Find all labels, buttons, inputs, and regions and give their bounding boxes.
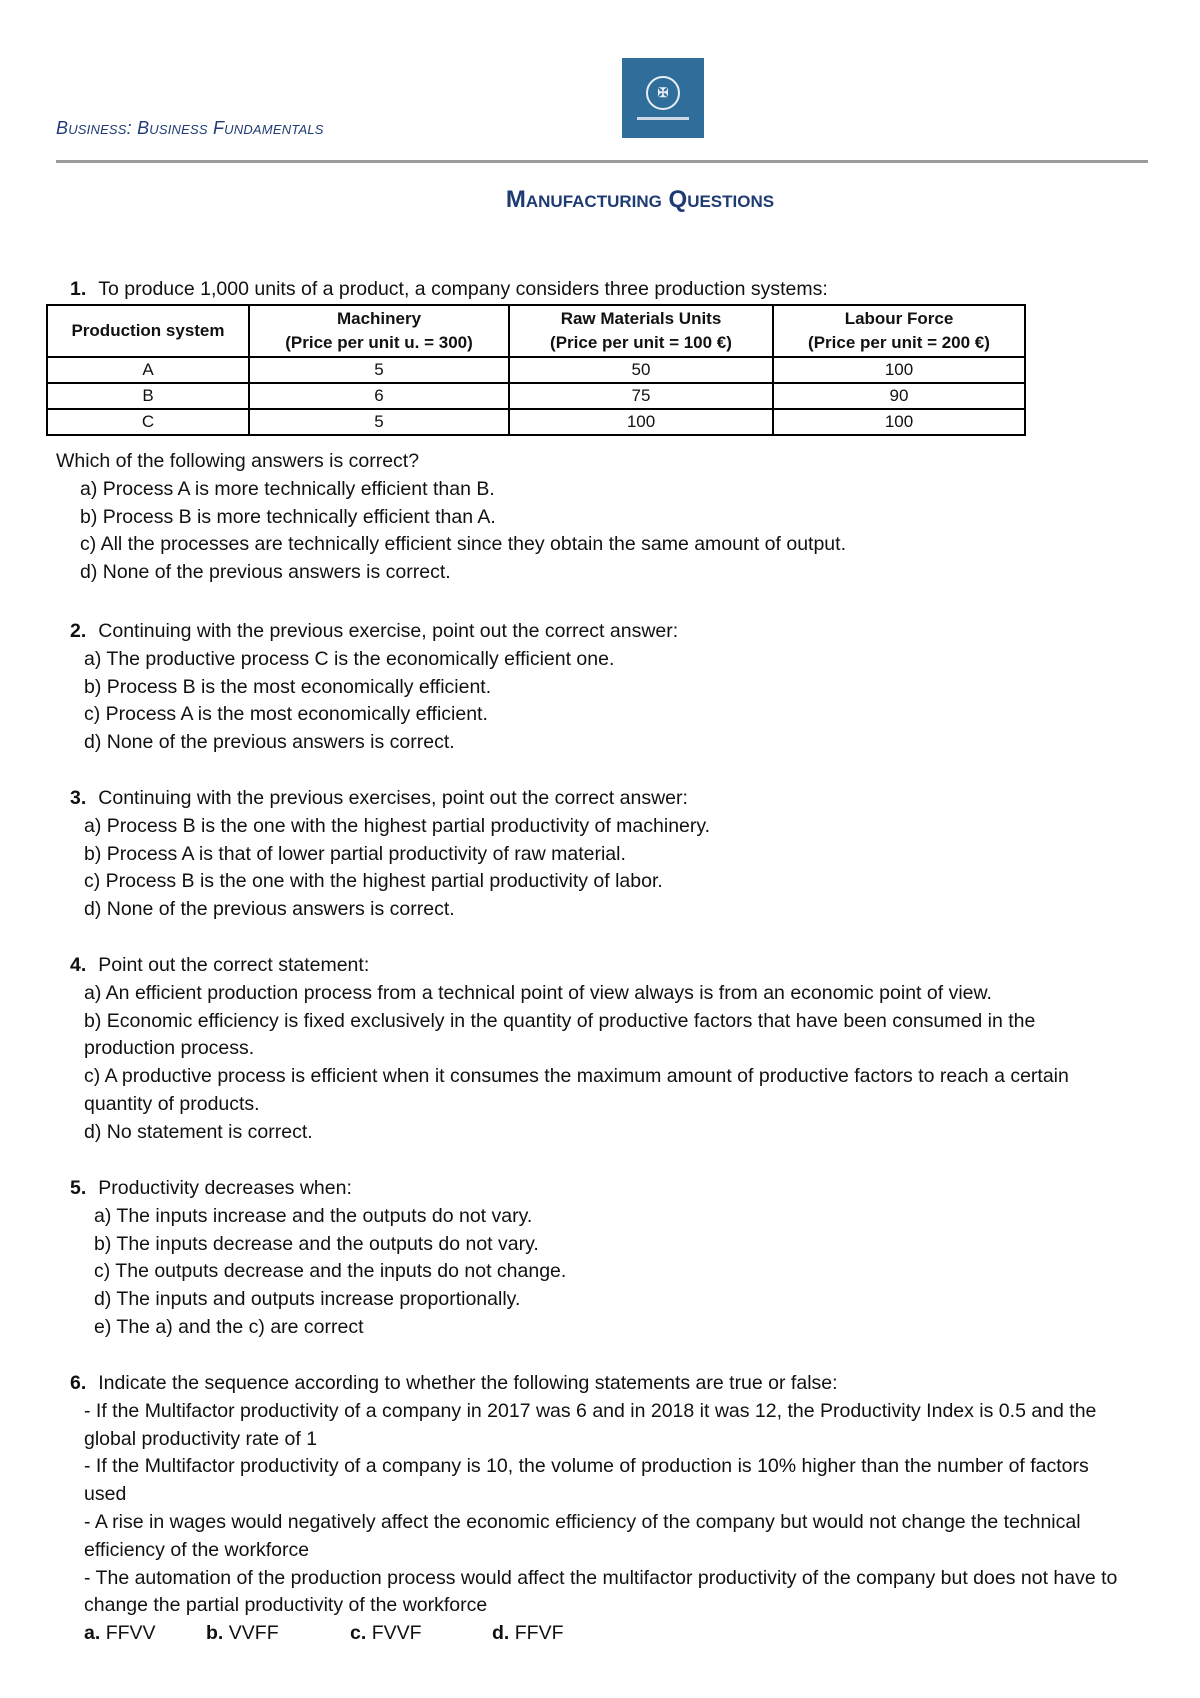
answer-option: a. FFVV [84, 1622, 156, 1645]
question-5 [70, 1175, 1130, 1342]
answer-option: a) The productive process C is the economically efficient one. [84, 647, 615, 670]
production-table [46, 304, 1026, 436]
table-cell: 50 [509, 357, 773, 383]
table-row [47, 383, 1025, 409]
table-header-cell: Production system [47, 305, 249, 357]
answer-option: a) The inputs increase and the outputs do not vary. [94, 1204, 533, 1227]
answer-option: c) All the processes are technically efficient since they obtain the same amount of output. [80, 533, 846, 556]
statement-item: - If the Multifactor productivity of a company in 2017 was 6 and in 2018 it was 12, the Productivity Index is 0.5 and the global productivity rate of 1 [84, 1399, 1097, 1450]
question-text: Continuing with the previous exercise, point out the correct answer: [98, 620, 679, 642]
question-6 [70, 1370, 1130, 1648]
table-cell: 75 [509, 383, 773, 409]
answer-choices [70, 1620, 1130, 1648]
question-text: Continuing with the previous exercises, point out the correct answer: [98, 787, 688, 809]
question-number: 2. [70, 620, 87, 642]
answer-option: d) No statement is correct. [84, 1120, 313, 1143]
answer-option: c) Process A is the most economically efficient. [84, 703, 488, 726]
question-text: To produce 1,000 units of a product, a company considers three production systems: [98, 278, 828, 300]
answer-option: c) Process B is the one with the highest partial productivity of labor. [84, 870, 663, 893]
answer-option: a) Process A is more technically efficient than B. [80, 477, 495, 500]
question-2 [70, 618, 1130, 757]
question-prompt: Which of the following answers is correct? [56, 450, 420, 472]
table-row [47, 409, 1025, 435]
answer-option: b) Process B is the most economically efficient. [84, 675, 492, 698]
table-header-cell: Labour Force (Price per unit = 200 €) [773, 305, 1025, 357]
answer-option: b) Process A is that of lower partial productivity of raw material. [84, 842, 626, 865]
table-cell: 5 [249, 357, 509, 383]
answer-option: b) Process B is more technically efficient than A. [80, 505, 496, 528]
statement-item: - A rise in wages would negatively affect the economic efficiency of the company but would not change the technical efficiency of the workforce [84, 1510, 1081, 1561]
question-1 [70, 276, 1130, 304]
answer-option: b) Economic efficiency is fixed exclusively in the quantity of productive factors that have been consumed in the production process. [84, 1009, 1036, 1060]
question-number: 4. [70, 954, 87, 976]
answer-option: b) The inputs decrease and the outputs do not vary. [94, 1232, 539, 1255]
question-number: 1. [70, 278, 87, 300]
table-cell: 5 [249, 409, 509, 435]
answer-option: d) None of the previous answers is correct. [80, 561, 451, 584]
answer-option: b. VVFF [206, 1622, 279, 1645]
university-seal-icon: ✠ [646, 76, 680, 110]
question-number: 3. [70, 787, 87, 809]
table-cell: 100 [509, 409, 773, 435]
table-cell: 6 [249, 383, 509, 409]
statement-item: - The automation of the production process would affect the multifactor productivity of the company but does not have to change the partial productivity of the workforce [84, 1566, 1118, 1617]
table-cell: 90 [773, 383, 1025, 409]
answer-option: d) None of the previous answers is correct. [84, 898, 455, 921]
question-1-body [56, 448, 1116, 587]
table-cell: 100 [773, 357, 1025, 383]
question-text: Productivity decreases when: [98, 1177, 352, 1199]
answer-option: c. FVVF [350, 1622, 422, 1645]
logo-wordmark-bar [637, 117, 689, 120]
answer-option: d. FFVF [492, 1622, 564, 1645]
answer-option: c) A productive process is efficient when it consumes the maximum amount of productive factors to reach a certain quantity of products. [84, 1065, 1069, 1115]
question-3 [70, 785, 1130, 924]
table-cell: 100 [773, 409, 1025, 435]
course-header: Business: Business Fundamentals [56, 118, 324, 138]
answer-option: a) Process B is the one with the highest partial productivity of machinery. [84, 814, 711, 837]
statement-item: - If the Multifactor productivity of a company is 10, the volume of production is 10% higher than the number of factors used [84, 1455, 1089, 1506]
table-cell: A [47, 357, 249, 383]
header-divider [56, 160, 1148, 163]
table-cell: B [47, 383, 249, 409]
question-text: Point out the correct statement: [98, 954, 370, 976]
table-header-cell: Raw Materials Units (Price per unit = 100 €) [509, 305, 773, 357]
table-cell: C [47, 409, 249, 435]
answer-option: a) An efficient production process from a technical point of view always is from an economic point of view. [84, 981, 992, 1004]
question-number: 6. [70, 1372, 87, 1394]
table-header-cell: Machinery (Price per unit u. = 300) [249, 305, 509, 357]
university-logo [622, 58, 704, 138]
answer-option: c) The outputs decrease and the inputs do not change. [94, 1260, 567, 1283]
table-row [47, 357, 1025, 383]
page-title: Manufacturing Questions [505, 186, 775, 213]
answer-option: e) The a) and the c) are correct [94, 1315, 364, 1338]
answer-option: d) None of the previous answers is correct. [84, 731, 455, 754]
question-number: 5. [70, 1177, 87, 1199]
answer-option: d) The inputs and outputs increase proportionally. [94, 1288, 521, 1311]
question-text: Indicate the sequence according to whether the following statements are true or false: [98, 1372, 838, 1394]
table-header-row [47, 305, 1025, 357]
question-4 [70, 952, 1130, 1147]
